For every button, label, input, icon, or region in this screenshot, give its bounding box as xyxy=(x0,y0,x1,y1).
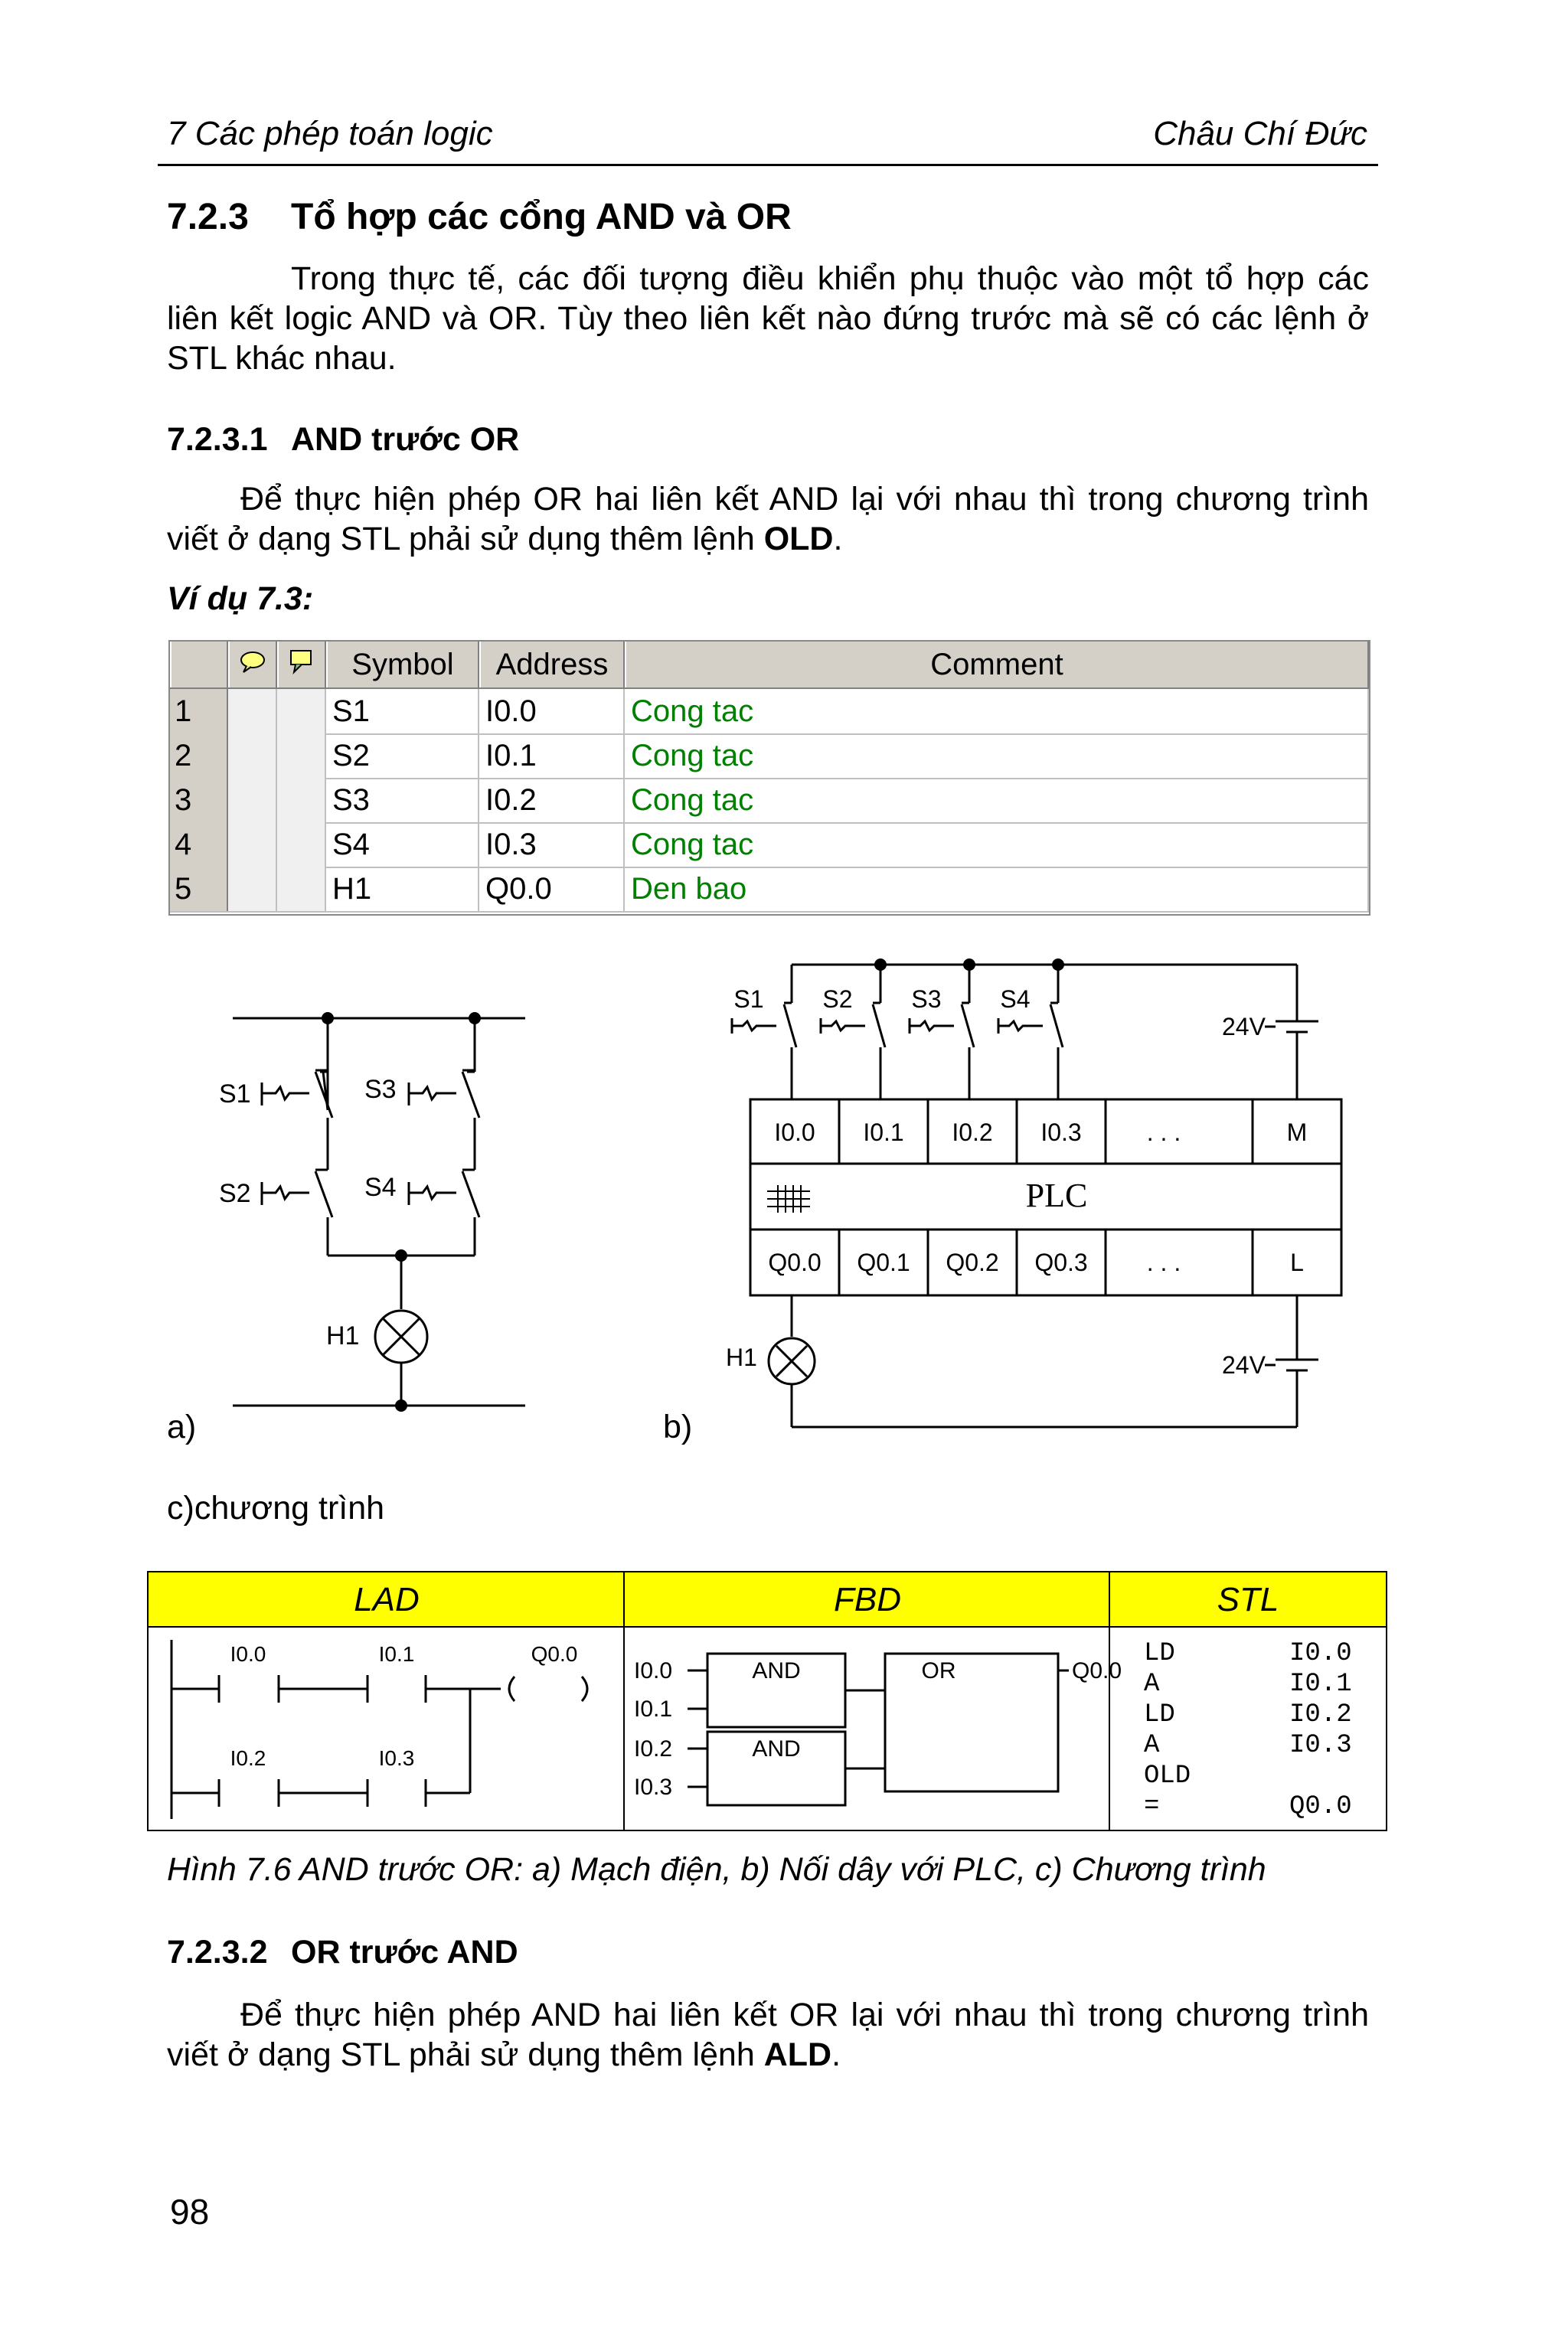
subsection-number: 7.2.3.2 xyxy=(167,1934,268,1971)
stl-arg: I0.3 xyxy=(1289,1731,1352,1760)
subsection-title: AND trước OR xyxy=(291,421,520,458)
stl-line xyxy=(1144,1638,1352,1669)
old-command: OLD xyxy=(763,521,834,557)
stl-op: A xyxy=(1144,1731,1160,1760)
table-icon-1 xyxy=(228,642,277,687)
fbd-input-label: I0.1 xyxy=(634,1697,673,1722)
section-title: Tổ hợp các cổng AND và OR xyxy=(291,197,792,237)
cell-blank xyxy=(228,733,277,778)
cell-comment: Cong tac xyxy=(625,689,1369,733)
cell-n: 3 xyxy=(170,778,228,822)
cell-address: I0.1 xyxy=(479,733,625,778)
fbd-or-label: OR xyxy=(921,1658,956,1683)
label-h1: H1 xyxy=(326,1321,360,1350)
lamp-label: H1 xyxy=(726,1344,757,1371)
circuit-diagram-a xyxy=(153,957,582,1462)
plc-output-label: Q0.1 xyxy=(857,1249,910,1276)
table-row xyxy=(170,733,1369,779)
cell-symbol: S2 xyxy=(326,733,479,778)
note-icon xyxy=(286,648,317,675)
example-label: Ví dụ 7.3: xyxy=(167,580,314,617)
fbd-input-label: I0.0 xyxy=(634,1658,673,1683)
label-s2: S2 xyxy=(219,1179,251,1208)
switch-label: S2 xyxy=(822,985,853,1013)
fbd-and-label: AND xyxy=(752,1658,801,1683)
stl-arg: I0.0 xyxy=(1289,1639,1352,1668)
subsection-paragraph: Để thực hiện phép AND hai liên kết OR lại với nhau thì trong chương trình viết ở dạng STL phải sử dụng thêm lệnh ALD. xyxy=(167,1997,1369,2073)
subsection-title: OR trước AND xyxy=(291,1934,518,1971)
table-row xyxy=(170,689,1369,735)
stl-arg: Q0.0 xyxy=(1289,1792,1352,1821)
switch-label: S4 xyxy=(1000,985,1031,1013)
cell-blank xyxy=(277,733,326,778)
cell-blank xyxy=(228,778,277,822)
col-symbol: Symbol xyxy=(326,642,479,687)
cell-comment: Cong tac xyxy=(625,822,1369,867)
stl-line xyxy=(1144,1700,1352,1730)
plc-output-label: Q0.3 xyxy=(1034,1249,1088,1276)
table-row xyxy=(170,778,1369,824)
cell-blank xyxy=(277,689,326,733)
intro-paragraph: Trong thực tế, các đối tượng điều khiển phụ thuộc vào một tổ hợp các liên kết logic AND và OR. Tùy theo liên kết nào đứng trước mà sẽ có các lệnh ở STL khác nhau. xyxy=(167,260,1369,377)
switch-label: S3 xyxy=(911,985,942,1013)
cell-comment: Cong tac xyxy=(625,733,1369,778)
figure-label-b: b) xyxy=(663,1409,693,1445)
stl-code xyxy=(1144,1638,1352,1822)
supply-bottom-label: 24V xyxy=(1222,1351,1266,1379)
stl-op: OLD xyxy=(1144,1762,1191,1791)
stl-arg: I0.2 xyxy=(1289,1700,1352,1729)
cell-blank xyxy=(277,822,326,867)
plc-input-label: I0.3 xyxy=(1040,1118,1082,1146)
col-fbd: FBD xyxy=(625,1572,1110,1628)
cell-n: 1 xyxy=(170,689,228,733)
fbd-and-label: AND xyxy=(752,1736,801,1762)
col-lad: LAD xyxy=(149,1572,625,1628)
plc-input-label: I0.0 xyxy=(774,1118,815,1146)
plc-label: PLC xyxy=(1025,1177,1088,1214)
stl-op: LD xyxy=(1144,1700,1175,1729)
comment-icon xyxy=(237,648,268,675)
label-s4: S4 xyxy=(364,1173,397,1202)
cell-address: I0.3 xyxy=(479,822,625,867)
running-header-author: Châu Chí Đức xyxy=(1153,115,1367,152)
cell-n: 4 xyxy=(170,822,228,867)
col-comment: Comment xyxy=(625,642,1369,687)
cell-symbol: S1 xyxy=(326,689,479,733)
running-header-chapter: 7 Các phép toán logic xyxy=(167,115,493,152)
symbol-table-header xyxy=(170,642,1369,689)
figure-caption: Hình 7.6 AND trước OR: a) Mạch điện, b) Nối dây với PLC, c) Chương trình xyxy=(167,1851,1266,1888)
col-stl: STL xyxy=(1110,1572,1386,1628)
stl-op: A xyxy=(1144,1670,1160,1699)
cell-address: Q0.0 xyxy=(479,867,625,911)
lad-contact-label: I0.1 xyxy=(378,1642,415,1666)
lad-contact-label: I0.0 xyxy=(230,1642,266,1666)
stl-line xyxy=(1144,1761,1352,1791)
table-row xyxy=(170,822,1369,868)
stl-op: = xyxy=(1144,1792,1160,1821)
cell-symbol: S3 xyxy=(326,778,479,822)
stl-arg: I0.1 xyxy=(1289,1670,1352,1699)
fbd-diagram xyxy=(625,1628,1122,1830)
cell-n: 5 xyxy=(170,867,228,911)
plc-output-label: L xyxy=(1290,1249,1304,1276)
cell-comment: Den bao xyxy=(625,867,1369,911)
cell-blank xyxy=(277,778,326,822)
label-s1: S1 xyxy=(219,1079,251,1109)
plc-output-label: Q0.2 xyxy=(946,1249,999,1276)
header-rule xyxy=(158,164,1378,166)
plc-wiring-diagram-b xyxy=(720,942,1363,1447)
table-icon-2 xyxy=(277,642,326,687)
table-row xyxy=(170,867,1369,913)
switch-label: S1 xyxy=(733,985,764,1013)
plc-input-label: I0.2 xyxy=(952,1118,993,1146)
cell-blank xyxy=(228,689,277,733)
section-number: 7.2.3 xyxy=(167,197,249,237)
cell-symbol: H1 xyxy=(326,867,479,911)
subsection-paragraph: Để thực hiện phép OR hai liên kết AND lại với nhau thì trong chương trình viết ở dạng STL phải sử dụng thêm lệnh OLD. xyxy=(167,481,1369,557)
cell-blank xyxy=(277,867,326,911)
stl-op: LD xyxy=(1144,1639,1175,1668)
plc-input-label: M xyxy=(1286,1118,1308,1146)
label-s3: S3 xyxy=(364,1075,397,1104)
supply-top-label: 24V xyxy=(1222,1013,1266,1040)
plc-input-label: . . . xyxy=(1146,1118,1181,1146)
lad-coil-label: Q0.0 xyxy=(531,1642,578,1666)
cell-blank xyxy=(228,822,277,867)
plc-input-label: I0.1 xyxy=(863,1118,904,1146)
symbol-table xyxy=(168,640,1370,916)
fbd-input-label: I0.2 xyxy=(634,1736,673,1762)
cell-symbol: S4 xyxy=(326,822,479,867)
plc-output-label: . . . xyxy=(1146,1249,1181,1276)
stl-line xyxy=(1144,1669,1352,1700)
ald-command: ALD xyxy=(763,2036,832,2073)
lad-contact-label: I0.2 xyxy=(230,1746,266,1770)
lad-contact-label: I0.3 xyxy=(378,1746,415,1770)
fbd-output-label: Q0.0 xyxy=(1072,1658,1122,1683)
subsection-number: 7.2.3.1 xyxy=(167,421,268,458)
plc-output-label: Q0.0 xyxy=(768,1249,822,1276)
cell-comment: Cong tac xyxy=(625,778,1369,822)
program-label: c)chương trình xyxy=(167,1490,385,1527)
fbd-input-label: I0.3 xyxy=(634,1775,673,1800)
stl-line xyxy=(1144,1791,1352,1822)
stl-line xyxy=(1144,1730,1352,1761)
col-address: Address xyxy=(479,642,625,687)
cell-address: I0.2 xyxy=(479,778,625,822)
cell-address: I0.0 xyxy=(479,689,625,733)
cell-n: 2 xyxy=(170,733,228,778)
figure-label-a: a) xyxy=(167,1409,197,1445)
page-number: 98 xyxy=(170,2192,210,2232)
program-table xyxy=(147,1571,1387,1831)
cell-blank xyxy=(228,867,277,911)
lad-diagram xyxy=(149,1628,623,1830)
